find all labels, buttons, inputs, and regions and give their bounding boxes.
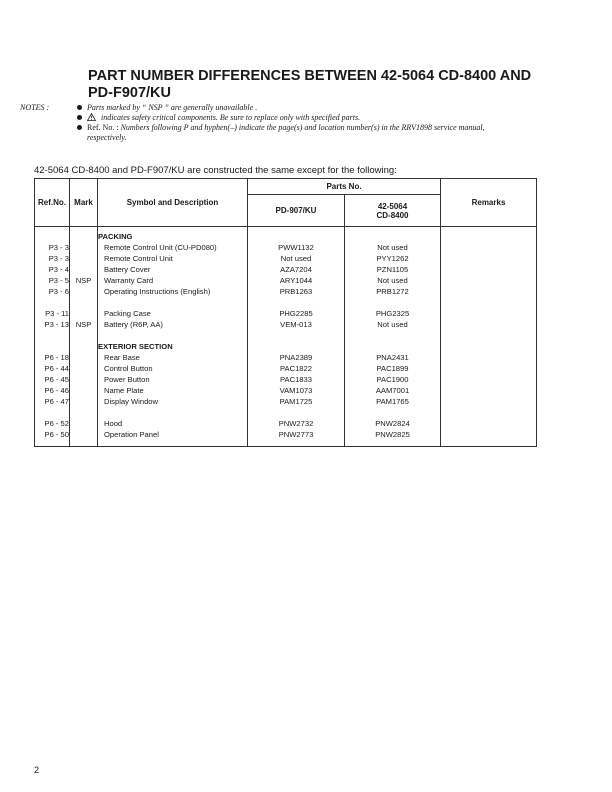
- cd-part-no-cell: PNW2825: [375, 430, 410, 439]
- section-title: EXTERIOR SECTION: [98, 342, 173, 351]
- ref-no-cell: P6 - 46: [44, 386, 69, 395]
- row-gap: [441, 297, 536, 308]
- notes-label: NOTES :: [20, 103, 50, 112]
- remarks-cell: [441, 429, 536, 440]
- header-remarks: Remarks: [441, 179, 537, 227]
- mark-cell: [70, 363, 97, 374]
- description-cell: Remote Control Unit: [104, 254, 173, 263]
- cd-part-no-cell: AAM7001: [375, 386, 410, 395]
- page-title: [88, 68, 558, 102]
- notes-block: [20, 103, 580, 143]
- cd-part-no-cell: PNA2431: [376, 353, 409, 362]
- description-cell: Display Window: [104, 397, 159, 406]
- remarks-cell: [441, 374, 536, 385]
- remarks-cell: [441, 286, 536, 297]
- bullet-icon: [77, 115, 82, 120]
- cd-part-no-cell: PAM1765: [376, 397, 409, 406]
- column-remarks: [441, 227, 537, 447]
- pd-part-no-cell: VEM-013: [280, 320, 312, 329]
- note-nsp-text: Parts marked by “ NSP ” are generally unavailable .: [87, 103, 258, 112]
- page-number: 2: [34, 765, 40, 775]
- pd-part-no-cell: PAM1725: [279, 397, 313, 406]
- note-ref-text: Numbers following P and hyphen(–) indicate the page(s) and location number(s) in the RRV1898 service manual,: [120, 123, 485, 132]
- ref-no-cell: P3 - 6: [48, 287, 69, 296]
- row-gap: [248, 297, 344, 308]
- remarks-cell: [441, 396, 536, 407]
- description-cell: Packing Case: [104, 309, 151, 318]
- bullet-icon: [77, 125, 82, 130]
- cd-part-no-cell: PZN1105: [376, 265, 409, 274]
- header-ref-no: Ref.No.: [35, 179, 70, 227]
- notes-list: [20, 103, 580, 143]
- parts-table: [34, 178, 537, 447]
- note-ref-no: [77, 123, 580, 143]
- header-mark: Mark: [70, 179, 98, 227]
- table-body: [35, 227, 537, 447]
- mark-cell: [70, 308, 97, 319]
- description-cell: Remote Control Unit (CU-PD080): [104, 243, 217, 252]
- ref-no-cell: P3 - 11: [45, 309, 69, 318]
- remarks-cell: [441, 385, 536, 396]
- mark-cell: NSP: [75, 276, 92, 285]
- description-cell: Operating Instructions (English): [104, 287, 211, 296]
- pd-part-no-cell: PRB1263: [279, 287, 313, 296]
- remarks-cell: [441, 308, 536, 319]
- blank-cell: [248, 341, 344, 352]
- table-header: [35, 179, 537, 227]
- ref-no-cell: P3 - 13: [44, 320, 69, 329]
- blank-cell: [441, 341, 536, 352]
- pd-part-no-cell: PHG2285: [279, 309, 313, 318]
- row-gap: [35, 330, 69, 341]
- description-cell: Power Button: [104, 375, 150, 384]
- column-ref: [35, 227, 70, 447]
- blank-cell: [70, 341, 97, 352]
- parts-table-wrapper: [34, 178, 537, 447]
- blank-cell: [345, 341, 440, 352]
- title-line-2: PD-F907/KU: [88, 85, 171, 101]
- description-cell: Warranty Card: [104, 276, 154, 285]
- row-gap: [248, 407, 344, 418]
- ref-no-cell: P6 - 45: [44, 375, 69, 384]
- row-gap: [98, 330, 247, 341]
- pd-part-no-cell: PAC1822: [280, 364, 312, 373]
- row-gap: [70, 330, 97, 341]
- cd-part-no-cell: PYY1262: [376, 254, 409, 263]
- note-ref-label: Ref. No. :: [87, 123, 119, 132]
- pd-part-no-cell: PNA2389: [279, 353, 313, 362]
- remarks-cell: [441, 363, 536, 374]
- blank-cell: [35, 341, 69, 352]
- remarks-cell: [441, 352, 536, 363]
- cd-part-no-cell: Not used: [377, 320, 408, 329]
- remarks-cell: [441, 242, 536, 253]
- description-cell: Operation Panel: [104, 430, 159, 439]
- row-gap: [35, 407, 69, 418]
- blank-cell: [70, 231, 97, 242]
- pd-part-no-cell: VAM1073: [279, 386, 313, 395]
- description-cell: Control Button: [104, 364, 153, 373]
- table-row: [35, 227, 537, 447]
- bullet-icon: [77, 105, 82, 110]
- row-gap: [35, 297, 69, 308]
- header-parts-no: Parts No.: [248, 179, 441, 195]
- ref-no-cell: P3 - 3: [48, 254, 69, 263]
- cd-part-no-cell: PNW2824: [375, 419, 410, 428]
- description-cell: Rear Base: [104, 353, 140, 362]
- mark-cell: NSP: [75, 320, 92, 329]
- ref-no-cell: P6 - 44: [44, 364, 69, 373]
- mark-cell: [70, 253, 97, 264]
- ref-no-cell: P3 - 5: [48, 276, 69, 285]
- row-gap: [98, 297, 247, 308]
- description-cell: Name Plate: [104, 386, 144, 395]
- ref-no-cell: P3 - 4: [48, 265, 69, 274]
- ref-no-cell: P6 - 52: [44, 419, 69, 428]
- description-cell: Battery (R6P, AA): [104, 320, 163, 329]
- cd-part-no-cell: PRB1272: [376, 287, 409, 296]
- row-gap: [70, 407, 97, 418]
- description-cell: Battery Cover: [104, 265, 151, 274]
- pd-part-no-cell: PNW2773: [278, 430, 314, 439]
- pd-part-no-cell: ARY1044: [279, 276, 313, 285]
- remarks-cell: [441, 264, 536, 275]
- row-gap: [70, 297, 97, 308]
- row-gap: [441, 330, 536, 341]
- row-gap: [248, 330, 344, 341]
- cd-part-no-cell: Not used: [377, 243, 408, 252]
- mark-cell: [70, 264, 97, 275]
- ref-no-cell: P6 - 18: [44, 353, 69, 362]
- cd-part-no-cell: PAC1900: [376, 375, 409, 384]
- pd-part-no-cell: AZA7204: [280, 265, 312, 274]
- mark-cell: [70, 385, 97, 396]
- column-mark: [70, 227, 98, 447]
- mark-cell: [70, 352, 97, 363]
- description-cell: Hood: [104, 419, 123, 428]
- blank-cell: [248, 231, 344, 242]
- remarks-cell: [441, 418, 536, 429]
- row-gap: [345, 407, 440, 418]
- pd-part-no-cell: PNW2732: [278, 419, 314, 428]
- title-line-1: PART NUMBER DIFFERENCES BETWEEN 42-5064 CD-8400 AND: [88, 68, 532, 84]
- ref-no-cell: P6 - 47: [44, 397, 69, 406]
- header-cd-8400: 42-5064 CD-8400: [345, 195, 441, 227]
- column-cd: [345, 227, 441, 447]
- mark-cell: [70, 396, 97, 407]
- ref-no-cell: P6 - 50: [44, 430, 69, 439]
- note-safety-text: indicates safety critical components. Be sure to replace only with specified parts.: [101, 113, 361, 122]
- row-gap: [98, 407, 247, 418]
- mark-cell: [70, 418, 97, 429]
- cd-part-no-cell: PAC1899: [376, 364, 409, 373]
- blank-cell: [441, 231, 536, 242]
- ref-no-cell: P3 - 3: [48, 243, 69, 252]
- column-desc: [98, 227, 248, 447]
- blank-cell: [345, 231, 440, 242]
- blank-cell: [35, 231, 69, 242]
- section-title: PACKING: [98, 232, 133, 241]
- warning-triangle-icon: [87, 113, 96, 121]
- pd-part-no-cell: PAC1833: [280, 375, 312, 384]
- remarks-cell: [441, 253, 536, 264]
- remarks-cell: [441, 319, 536, 330]
- cd-part-no-cell: Not used: [377, 276, 408, 285]
- mark-cell: [70, 374, 97, 385]
- mark-cell: [70, 242, 97, 253]
- row-gap: [441, 407, 536, 418]
- row-gap: [345, 297, 440, 308]
- mark-cell: [70, 286, 97, 297]
- note-ref-cont: respectively.: [87, 133, 127, 142]
- note-nsp: [77, 103, 580, 113]
- cd-part-no-cell: PHG2325: [375, 309, 410, 318]
- header-pd-907: PD-907/KU: [248, 195, 345, 227]
- pd-part-no-cell: PWW1132: [278, 243, 314, 252]
- column-pd: [248, 227, 345, 447]
- row-gap: [345, 330, 440, 341]
- note-safety: [77, 113, 580, 123]
- remarks-cell: [441, 275, 536, 286]
- intro-text: 42-5064 CD-8400 and PD-F907/KU are constructed the same except for the following:: [34, 165, 397, 176]
- header-description: Symbol and Description: [98, 179, 248, 227]
- pd-part-no-cell: Not used: [280, 254, 312, 263]
- mark-cell: [70, 429, 97, 440]
